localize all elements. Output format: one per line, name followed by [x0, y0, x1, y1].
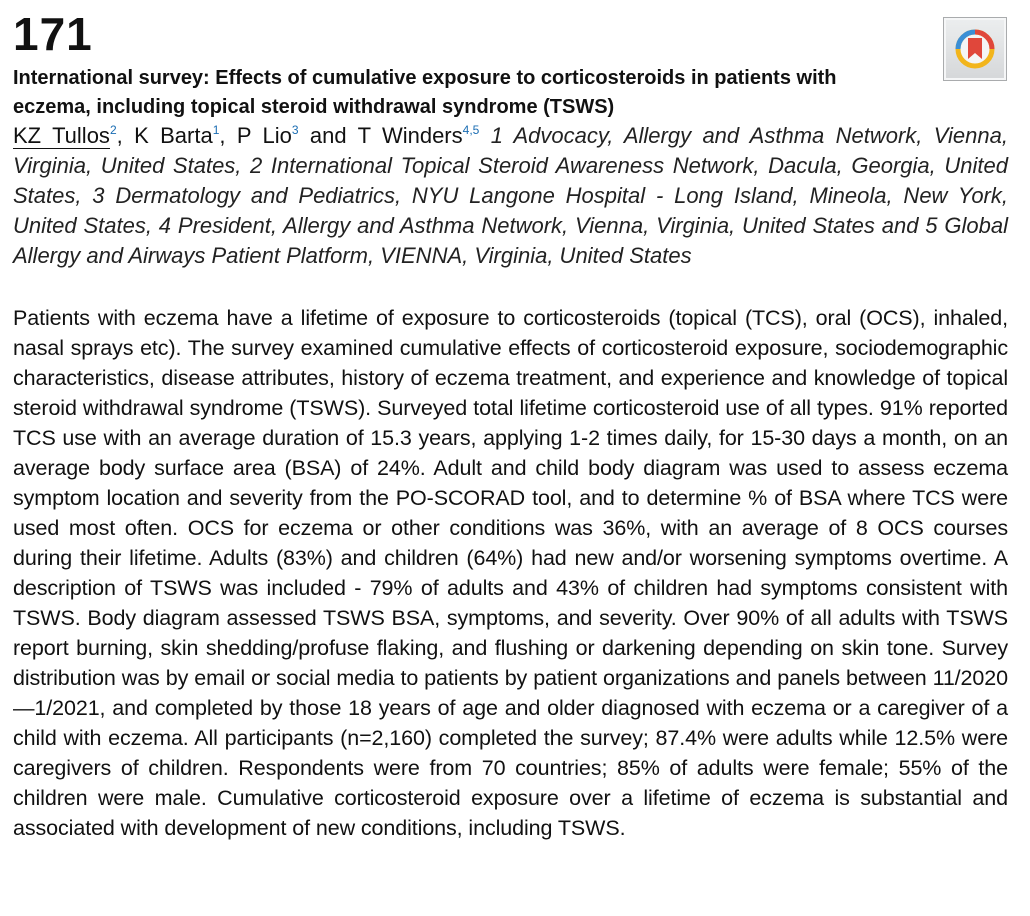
bookmark-badge-button[interactable] [943, 17, 1007, 81]
author-affiliation-sup: 4,5 [462, 123, 480, 137]
author-name: T Winders [357, 123, 463, 148]
author-line [13, 121, 1008, 271]
author-name-presenter: KZ Tullos [13, 123, 110, 148]
affiliations: 1 Advocacy, Allergy and Asthma Network, Vienna, Virginia, United States, 2 International Topical Steroid Awareness Network, Dacula, Georgia, United States, 3 Dermatology and Pediatrics, NYU Langone Hospital - Long Island, Mineola, New York, United States, 4 President, Allergy and Asthma Network, Vienna, Virginia, United States and 5 Global Allergy and Airways Patient Platform, VIENNA, Virginia, United States [13, 123, 1008, 268]
abstract-body: Patients with eczema have a lifetime of exposure to corticosteroids (topical (TCS), oral (OCS), inhaled, nasal sprays etc). The survey examined cumulative effects of corticosteroid exposure, sociodemographic characteristics, disease attributes, history of eczema treatment, and experience and knowledge of topical steroid withdrawal syndrome (TSWS). Surveyed total lifetime corticosteroid use of all types. 91% reported TCS use with an average duration of 15.3 years, applying 1-2 times daily, for 15-30 days a month, on an average body surface area (BSA) of 24%. Adult and child body diagram was used to assess eczema symptom location and severity from the PO-SCORAD tool, and to determine % of BSA where TCS were used most often. OCS for eczema or other conditions was 36%, with an average of 8 OCS courses during their lifetime. Adults (83%) and children (64%) had new and/or worsening symptoms overtime. A description of TSWS was included - 79% of adults and 43% of children had symptoms consistent with TSWS. Body diagram assessed TSWS BSA, symptoms, and severity. Over 90% of all adults with TSWS report burning, skin shedding/profuse flaking, and flushing or darkening depending on skin tone. Survey distribution was by email or social media to patients by patient organizations and panels between 11/2020—1/2021, and completed by those 18 years of age and older diagnosed with eczema or a caregiver of a child with eczema. All participants (n=2,160) completed the survey; 87.4% were adults while 12.5% were caregivers of children. Respondents were from 70 countries; 85% of adults were female; 55% of the children were male. Cumulative corticosteroid exposure over a lifetime of eczema is substantial and associated with development of new conditions, including TSWS. [13, 306, 1008, 840]
author-separator: and [298, 123, 358, 148]
paper-title: International survey: Effects of cumulative exposure to corticosteroids in patients with eczema, including topical steroid withdrawal syndrome (TSWS) [13, 67, 837, 118]
author-affiliation-sup: 1 [212, 123, 220, 137]
author-name: K Barta [134, 123, 213, 148]
abstract-number: 171 [13, 8, 93, 60]
author-separator: , [116, 123, 135, 148]
author-separator: , [219, 123, 237, 148]
bookmark-badge-icon [952, 26, 998, 72]
author-affiliation-sup: 3 [291, 123, 299, 137]
author-name: P Lio [236, 123, 292, 148]
author-affiliation-sup: 2 [109, 123, 117, 137]
